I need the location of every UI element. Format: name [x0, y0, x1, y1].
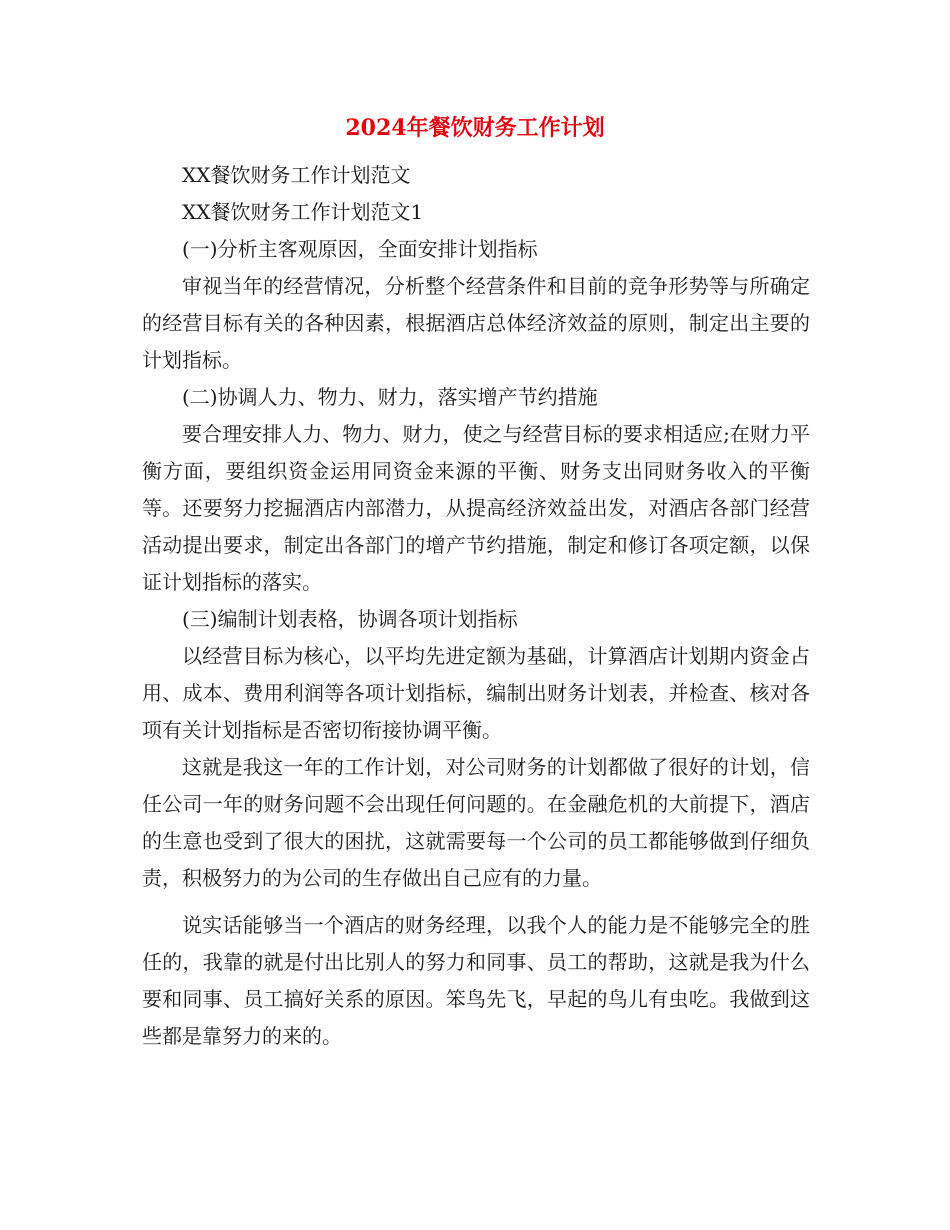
paragraph: 审视当年的经营情况，分析整个经营条件和目前的竞争形势等与所确定的经营目标有关的各种因素，根据酒店总体经济效益的原则，制定出主要的计划指标。 [142, 274, 810, 372]
section-heading: (一)分析主客观原因，全面安排计划指标 [182, 237, 538, 261]
section-heading: (二)协调人力、物力、财力，落实增产节约措施 [182, 385, 598, 409]
paragraph: XX餐饮财务工作计划范文1 [182, 200, 424, 224]
paragraph: 说实话能够当一个酒店的财务经理，以我个人的能力是不能够完全的胜任的，我靠的就是付出比别人的努力和同事、员工的帮助，这就是我为什么要和同事、员工搞好关系的原因。笨鸟先飞，早起的鸟儿有虫吃。我做到这些都是靠努力的来的。 [142, 913, 810, 1048]
paragraph: 这就是我这一年的工作计划，对公司财务的计划都做了很好的计划，信任公司一年的财务问题不会出现任何问题的。在金融危机的大前提下，酒店的生意也受到了很大的困扰，这就需要每一个公司的员工都能够做到仔细负责，积极努力的为公司的生存做出自己应有的力量。 [142, 755, 810, 890]
document-body [142, 157, 810, 1055]
paragraph: XX餐饮财务工作计划范文 [182, 163, 411, 187]
paragraph: 以经营目标为核心，以平均先进定额为基础，计算酒店计划期内资金占用、成本、费用利润等各项计划指标，编制出财务计划表，并检查、核对各项有关计划指标是否密切衔接协调平衡。 [142, 644, 810, 742]
document-title: 2024年餐饮财务工作计划 [345, 115, 605, 141]
section-heading: (三)编制计划表格，协调各项计划指标 [182, 607, 518, 631]
paragraph: 要合理安排人力、物力、财力，使之与经营目标的要求相适应;在财力平衡方面，要组织资金运用同资金来源的平衡、财务支出同财务收入的平衡等。还要努力挖掘酒店内部潜力，从提高经济效益出发，对酒店各部门经营活动提出要求，制定出各部门的增产节约措施，制定和修订各项定额，以保证计划指标的落实。 [142, 422, 810, 594]
